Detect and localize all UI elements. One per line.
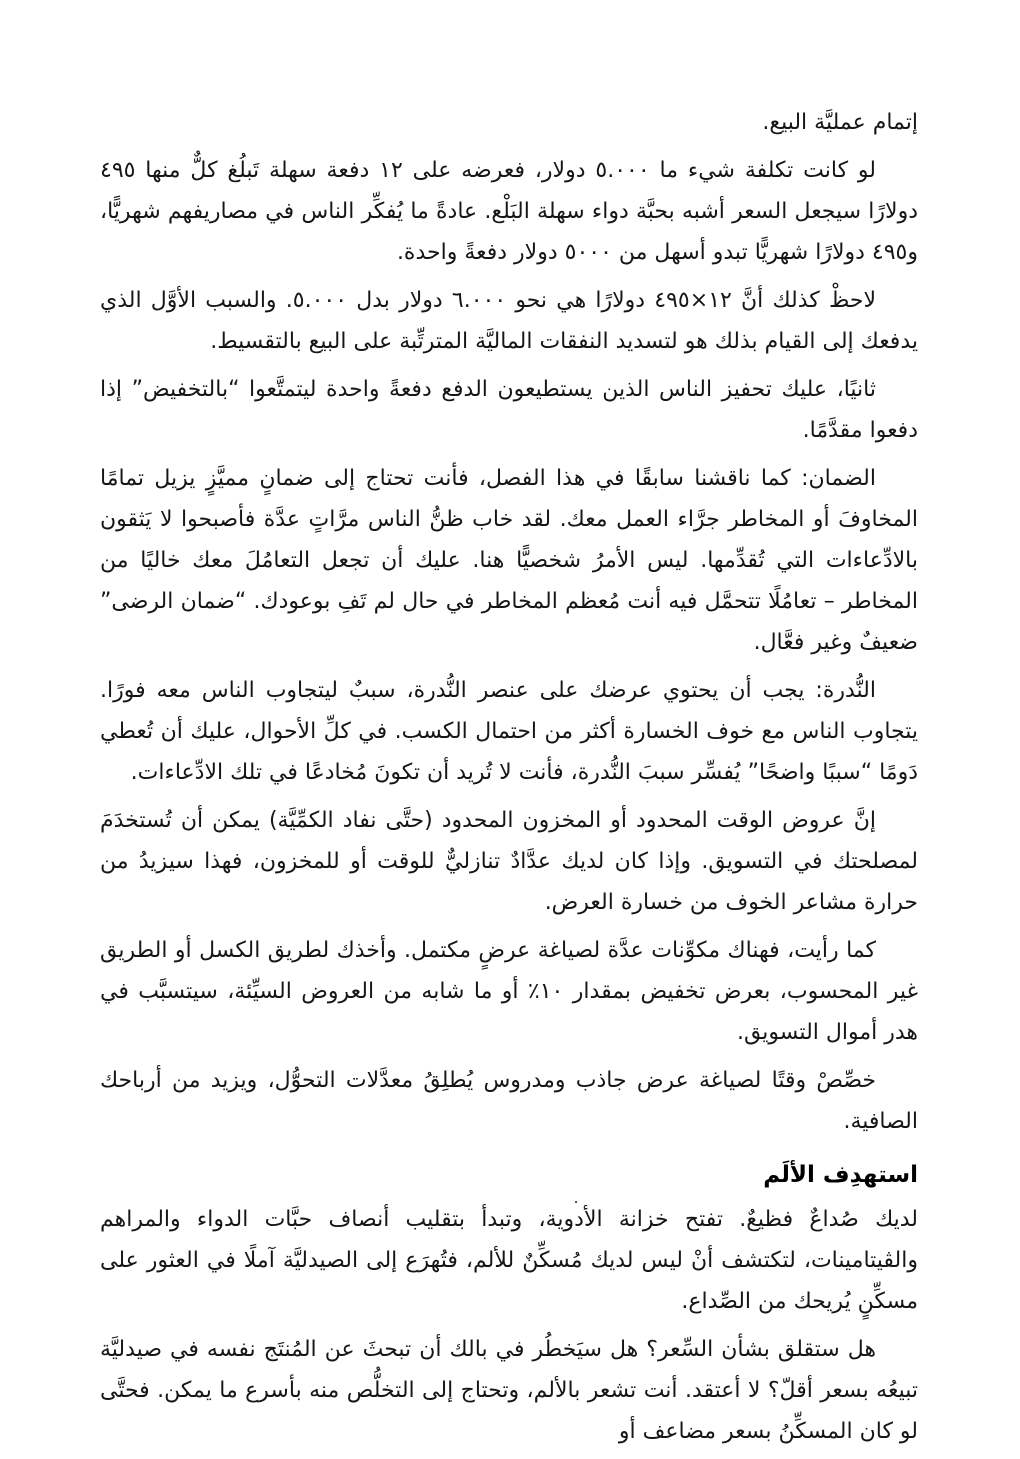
paragraph-headache-story: لديك صُداعٌ فظيعٌ. تفتح خزانة الأدوية، وتبدأ بتقليب أنصاف حبَّات الدواء والمراهم والڤيتامينات، لتكتشف أنْ ليس لديك مُسكِّنٌ للألم، فتُهرَع إلى الصيدليَّة آملًا في العثور على مسكِّنٍ يُريحك من الصِّداع. [100, 1207, 918, 1314]
paragraph-installments-example: لو كانت تكلفة شيء ما ٥.٠٠٠ دولار، فعرضه على ١٢ دفعة سهلة تَبلُغ كلٌّ منها ٤٩٥ دولارًا سيجعل السعر أشبه بحبَّة دواء سهلة البَلْع. عادةً ما يُفكِّر الناس في مصاريفهم شهريًّا، و٤٩٥ دولارًا شهريًّا تبدو أسهل من ٥٠٠٠ دولار دفعةً واحدة. [100, 158, 918, 265]
paragraph-guarantee: الضمان: كما ناقشنا سابقًا في هذا الفصل، فأنت تحتاج إلى ضمانٍ مميَّزٍ يزيل تمامًا المخاوفَ أو المخاطر جرَّاء العمل معك. لقد خاب ظنُّ الناس مرَّاتٍ عدَّة فأصبحوا لا يَثقون بالادِّعاءات التي تُقدِّمها. ليس الأمرُ شخصيًّا هنا. عليك أن تجعل التعامُلَ معك خاليًا من المخاطر – تعامُلًا تتحمَّل فيه أنت مُعظم المخاطر في حال لم تَفِ بوعودك. “ضمان الرضى” ضعيفٌ وغير فعَّال. [100, 466, 918, 655]
paragraph-price-worry: هل ستقلق بشأن السِّعر؟ هل سيَخطُر في بالك أن تبحثَ عن المُنتَج نفسه في صيدليَّة تبيعُه بسعر أقلّ؟ لا أعتقد. أنت تشعر بالألم، وتحتاج إلى التخلُّص منه بأسرع ما يمكن. فحتَّى لو كان المسكِّنُ بسعر مضاعف أو [100, 1337, 918, 1444]
paragraph-limited-time-offers: إنَّ عروض الوقت المحدود أو المخزون المحدود (حتَّى نفاد الكمِّيَّة) يمكن أن تُستخدَمَ لمصلحتك في التسويق. وإذا كان لديك عدَّادٌ تنازليٌّ للوقت أو للمخزون، فهذا سيزيدُ من حرارة مشاعر الخوف من خسارة العرض. [100, 808, 918, 915]
page-footer-mark: . [573, 1188, 579, 1207]
paragraph-prepay-discount: ثانيًا، عليك تحفيز الناس الذين يستطيعون الدفع دفعةً واحدة ليتمتَّعوا “بالتخفيض” إذا دفعوا مقدَّمًا. [100, 377, 918, 443]
paragraph-dedicate-time: خصِّصْ وقتًا لصياغة عرض جاذب ومدروس يُطلِقُ معدَّلات التحوُّل، ويزيد من أرباحك الصافية. [100, 1068, 918, 1134]
paragraph-note-total-cost: لاحظْ كذلك أنَّ ١٢×٤٩٥ دولارًا هي نحو ٦.٠٠٠ دولار بدل ٥.٠٠٠. والسبب الأوَّل الذي يدفعك إلى القيام بذلك هو لتسديد النفقات الماليَّة المترتِّبة على البيع بالتقسيط. [100, 288, 918, 354]
paragraph-offer-components: كما رأيت، فهناك مكوِّنات عدَّة لصياغة عرضٍ مكتمل. وأخذك لطريق الكسل أو الطريق غير المحسوب، بعرض تخفيض بمقدار ١٠٪ أو ما شابه من العروض السيِّئة، سيتسبَّب في هدر أموال التسويق. [100, 938, 919, 1045]
paragraph-scarcity: النُّدرة: يجب أن يحتوي عرضك على عنصر النُّدرة، سببٌ ليتجاوب الناس معه فورًا. يتجاوب الناس مع خوف الخسارة أكثر من احتمال الكسب. في كلِّ الأحوال، عليك أن تُعطي دَومًا “سببًا واضحًا” يُفسِّر سببَ النُّدرة، فأنت لا تُريد أن تكونَ مُخادعًا في تلك الادِّعاءات. [100, 678, 918, 785]
page-text-column [100, 102, 918, 1459]
paragraph-closing-the-sale: إتمام عمليَّة البيع. [762, 110, 918, 135]
section-heading-target-the-pain: استهدِف الألَم [763, 1162, 918, 1188]
